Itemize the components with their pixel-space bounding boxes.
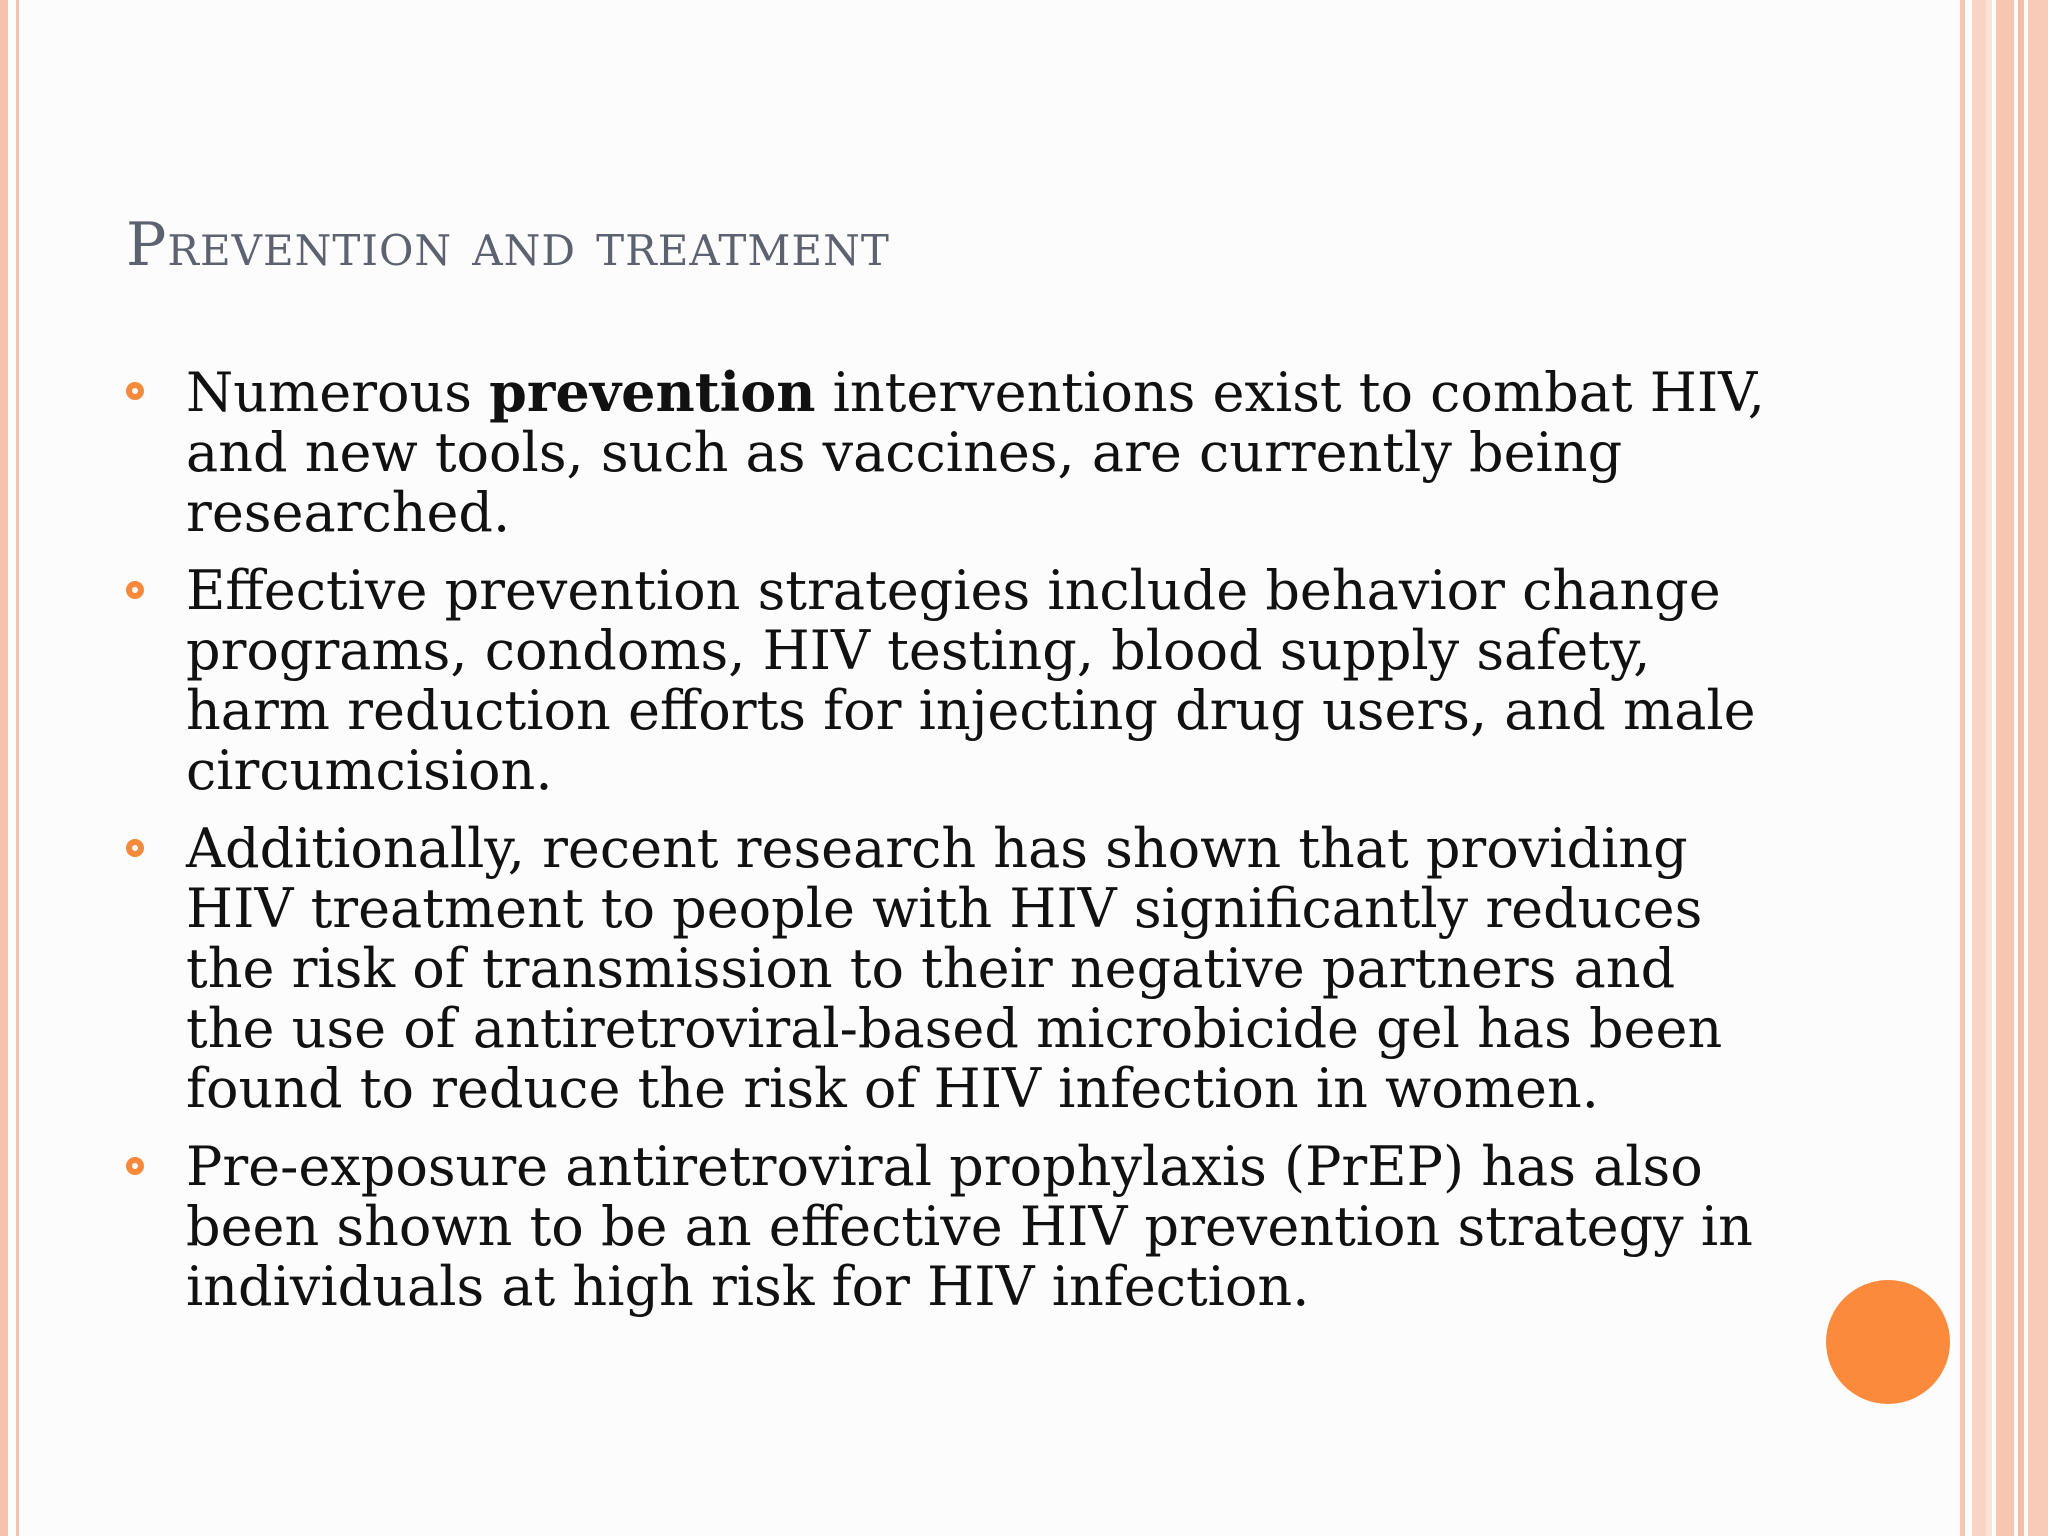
hollow-circle-bullet-icon [126, 581, 144, 599]
bullet-text-segment: interventions exist to combat HIV, and new tools, such as vaccines, are currently being researched. [186, 361, 1765, 544]
right-border-stripe [1960, 0, 1965, 1536]
slide-title: Prevention and treatment [126, 210, 890, 280]
bullet-list [126, 362, 1766, 1335]
left-border-line [0, 0, 8, 1536]
bullet-text: Additionally, recent research has shown that providing HIV treatment to people with HIV significantly reduces the risk of transmission to their negative partners and the use of antiretroviral-based microbicide gel has been found to reduce the risk of HIV infection in women. [186, 817, 1723, 1120]
bullet-item [126, 819, 1766, 1119]
right-border-stripe [2028, 0, 2048, 1536]
bullet-bold-word: prevention [489, 360, 816, 424]
orange-circle-decoration [1826, 1280, 1950, 1404]
hollow-circle-bullet-icon [126, 382, 144, 400]
bullet-item [126, 561, 1766, 801]
right-border-stripe [1972, 0, 1986, 1536]
bullet-text [186, 361, 1765, 544]
bullet-text: Pre-exposure antiretroviral prophylaxis (PrEP) has also been shown to be an effective HIV prevention strategy in individuals at high risk for HIV infection. [186, 1135, 1753, 1318]
left-border-line-thin [16, 0, 19, 1536]
right-border-stripe [1986, 0, 1992, 1536]
bullet-text-segment: Numerous [186, 361, 490, 424]
bullet-item [126, 362, 1766, 543]
right-border-stripe [2018, 0, 2024, 1536]
bullet-text: Effective prevention strategies include behavior change programs, condoms, HIV testing, blood supply safety, harm reduction efforts for injecting drug users, and male circumcision. [186, 559, 1756, 802]
hollow-circle-bullet-icon [126, 839, 144, 857]
right-border-stripe [1996, 0, 2014, 1536]
hollow-circle-bullet-icon [126, 1157, 144, 1175]
bullet-item [126, 1137, 1766, 1317]
